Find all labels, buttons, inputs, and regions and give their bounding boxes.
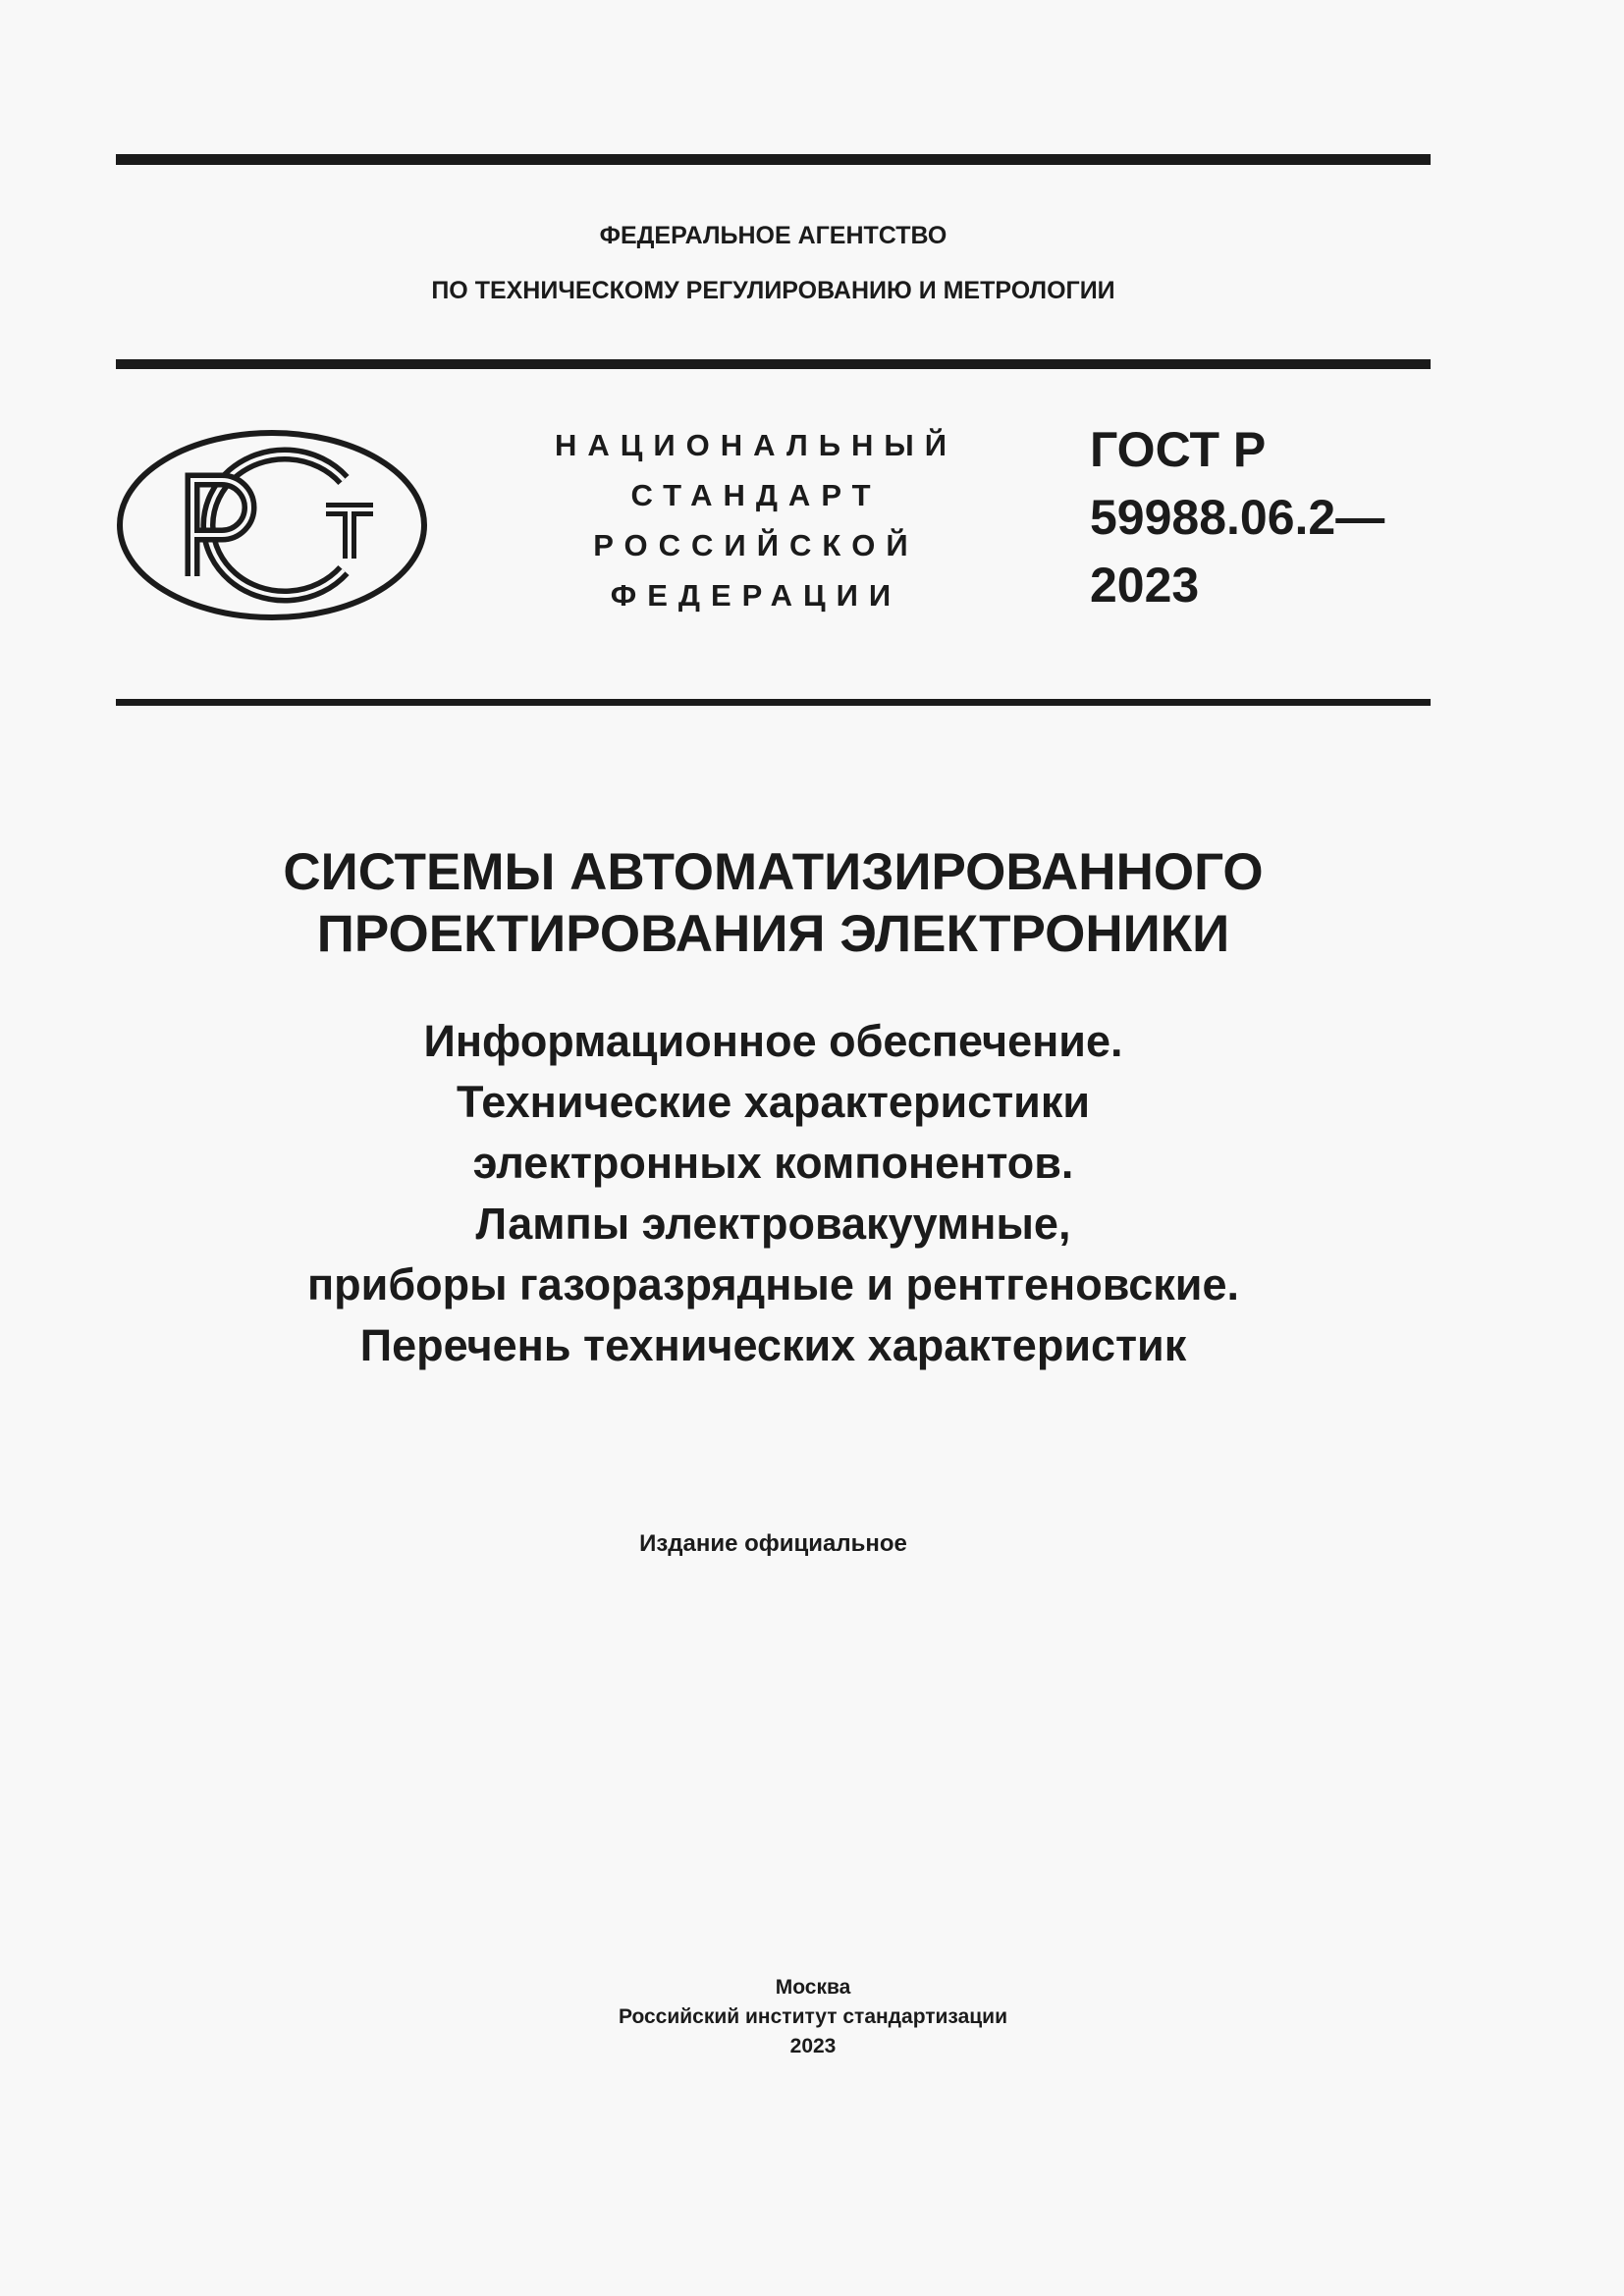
imprint-year: 2023	[789, 2035, 837, 2057]
subtitle-line-5: приборы газоразрядные и рентгеновские.	[307, 1259, 1239, 1309]
imprint	[116, 1973, 1510, 2061]
national-standard-label	[530, 420, 982, 620]
title-divider	[116, 699, 1431, 706]
subtitle-line-2: Технические характеристики	[456, 1077, 1091, 1127]
header-divider	[116, 359, 1431, 369]
designation-line-3: 2023	[1090, 558, 1200, 613]
standard-designation	[1090, 416, 1443, 619]
imprint-city: Москва	[775, 1976, 851, 1999]
imprint-publisher: Российский институт стандартизации	[618, 2005, 1008, 2028]
designation-line-2: 59988.06.2—	[1090, 490, 1385, 545]
subtitle-line-3: электронных компонентов.	[472, 1138, 1074, 1188]
national-line-4: ФЕДЕРАЦИИ	[610, 578, 902, 613]
title-line-1: СИСТЕМЫ АВТОМАТИЗИРОВАННОГО	[283, 843, 1264, 901]
edition-note: Издание официальное	[639, 1530, 907, 1557]
rst-certification-mark-icon	[116, 429, 428, 621]
agency-header	[116, 208, 1431, 318]
subtitle-line-4: Лампы электровакуумные,	[475, 1199, 1071, 1249]
document-subtitle	[116, 1011, 1431, 1376]
subtitle-line-6: Перечень технических характеристик	[359, 1320, 1187, 1370]
agency-line-1: ФЕДЕРАЛЬНОЕ АГЕНТСТВО	[599, 222, 947, 249]
agency-line-2: ПО ТЕХНИЧЕСКОМУ РЕГУЛИРОВАНИЮ И МЕТРОЛОГИИ	[431, 277, 1115, 304]
subtitle-line-1: Информационное обеспечение.	[423, 1016, 1123, 1066]
national-line-2: СТАНДАРТ	[630, 478, 882, 512]
title-line-2: ПРОЕКТИРОВАНИЯ ЭЛЕКТРОНИКИ	[316, 905, 1230, 963]
top-rule	[116, 154, 1431, 165]
designation-line-1: ГОСТ Р	[1090, 422, 1267, 477]
rst-logo	[116, 429, 428, 621]
document-title	[116, 841, 1431, 965]
national-line-3: РОССИЙСКОЙ	[593, 528, 919, 562]
national-line-1: НАЦИОНАЛЬНЫЙ	[554, 428, 958, 462]
